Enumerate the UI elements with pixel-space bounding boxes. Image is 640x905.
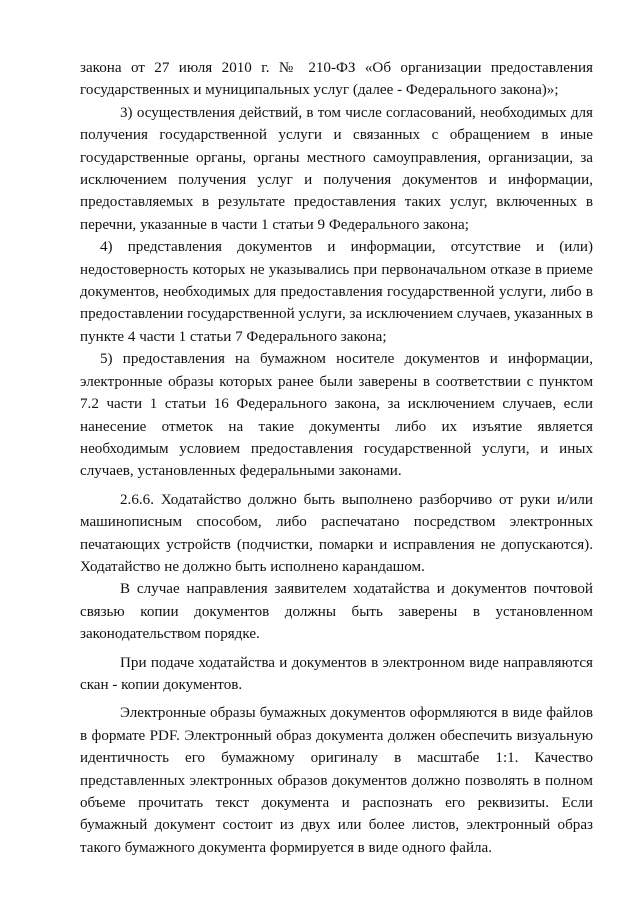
paragraph-section-2-6-6: 2.6.6. Ходатайство должно быть выполнено разборчиво от руки и/или машинописным способом, либо распечатано посредством электронных печатающих устройств (подчистки, помарки и исправления не допускаются). Ходатайство не должно быть исполнено карандашом. xyxy=(80,491,593,575)
paragraph-law-reference-continuation: закона от 27 июля 2010 г. № 210-ФЗ «Об организации предоставления государственных и муниципальных услуг (далее - Федерального закона)»; xyxy=(80,60,593,99)
paragraph-electronic-submission: При подаче ходатайства и документов в электронном виде направляются скан - копии документов. xyxy=(80,654,593,693)
paragraph-item-3: 3) осуществления действий, в том числе согласований, необходимых для получения государственной услуги и связанных с обращением в иные государственные органы, органы местного самоуправления, организации, за исключением получения услуг и получения документов и информации, предоставляемых в результате предоставления таких услуг, включенных в перечни, указанные в части 1 статьи 9 Федерального закона; xyxy=(80,104,593,233)
paragraph-electronic-images: Электронные образы бумажных документов оформляются в виде файлов в формате PDF. Электронный образ документа должен обеспечить визуальную идентичность его бумажному оригиналу в масштабе 1:1. Качество представленных электронных образов документов должно позволять в полном объеме прочитать текст документа и распознать его реквизиты. Если бумажный документ состоит из двух или более листов, электронный образ такого бумажного документа формируется в виде одного файла. xyxy=(80,705,593,856)
paragraph-item-5: 5) предоставления на бумажном носителе документов и информации, электронные образы которых ранее были заверены в соответствии с пунктом 7.2 части 1 статьи 16 Федерального закона, за исключением случаев, если нанесение отметок на такие документы либо их изъятие является необходимым условием предоставления государственной услуги, и иных случаев, установленных федеральными законами. xyxy=(80,351,593,480)
document-body xyxy=(80,57,593,859)
paragraph-item-4: 4) представления документов и информации, отсутствие и (или) недостоверность которых не указывались при первоначальном отказе в приеме документов, необходимых для предоставления государственной услуги, либо в предоставлении государственной услуги, за исключением случаев, указанных в пункте 4 части 1 статьи 7 Федерального закона; xyxy=(80,239,594,345)
paragraph-postal-submission: В случае направления заявителем ходатайства и документов почтовой связью копии документов должны быть заверены в установленном законодательством порядке. xyxy=(80,581,593,643)
